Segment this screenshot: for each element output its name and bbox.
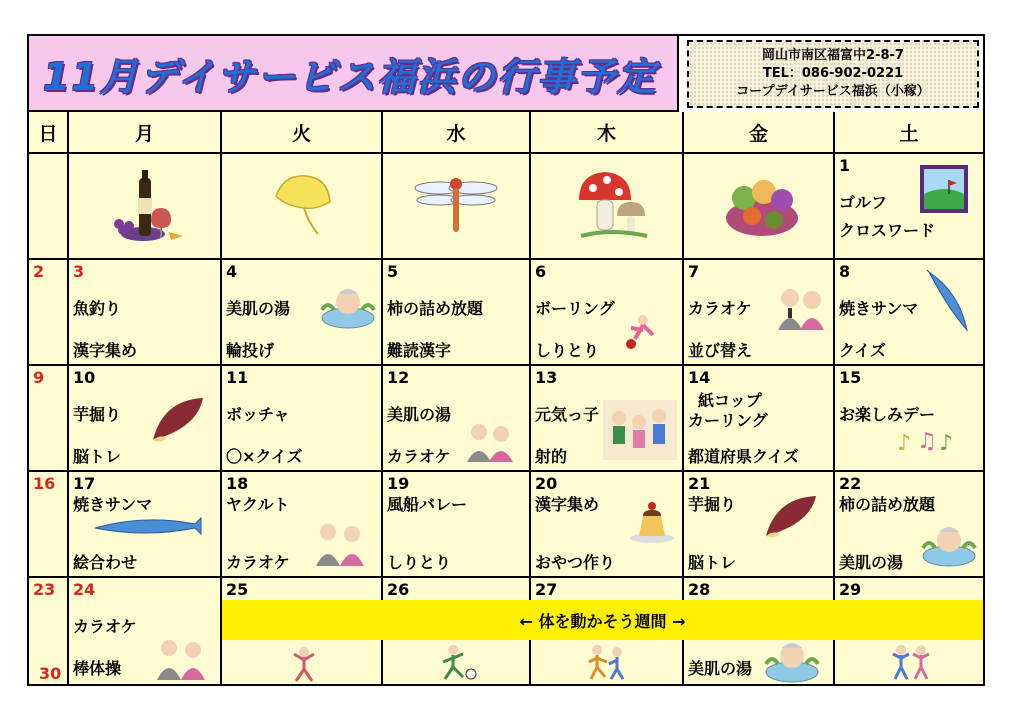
mushroom-icon	[571, 166, 651, 246]
week-row-3	[29, 366, 983, 472]
event-label: カラオケ	[387, 447, 451, 466]
weekday-sat: 土	[835, 112, 983, 152]
sweet-potato-icon	[760, 494, 820, 542]
day-number: 1	[839, 156, 851, 175]
address-line: 岡山市南区福富中2-8-7	[762, 48, 904, 63]
event-label: 美肌の湯	[387, 405, 452, 424]
event-label: 射的	[535, 447, 568, 466]
day-cell	[222, 366, 383, 470]
day-number: 7	[688, 262, 700, 281]
week-row-2	[29, 260, 983, 366]
day-cell	[684, 366, 835, 470]
event-label: カラオケ	[226, 553, 290, 572]
event-label: カラオケ	[73, 617, 137, 636]
event-label: 焼きサンマ	[839, 299, 919, 318]
day-cell	[29, 472, 69, 576]
day-number: 6	[535, 262, 547, 281]
day-number: 4	[226, 262, 238, 281]
week-row-1	[29, 154, 983, 260]
day-cell	[222, 154, 383, 258]
event-label: 美肌の湯	[226, 299, 291, 318]
event-label: 絵合わせ	[73, 553, 138, 572]
day-cell	[684, 472, 835, 576]
hot-spring-icon	[764, 634, 820, 684]
event-label: クロスワード	[839, 221, 936, 240]
event-label: 美肌の湯	[839, 553, 904, 572]
event-label: 難読漢字	[387, 341, 452, 360]
karaoke-icon	[312, 518, 368, 566]
svg-text:♪: ♪	[939, 431, 954, 456]
day-number: 19	[387, 474, 410, 493]
saury-fish-icon	[93, 516, 203, 540]
address-box	[687, 40, 979, 108]
day-number: 16	[33, 474, 56, 493]
page-title: 11月デイサービス福浜の行事予定	[43, 54, 658, 99]
weekday-wed: 水	[383, 112, 531, 152]
hot-spring-icon	[320, 280, 376, 330]
weekday-sun: 日	[29, 112, 69, 152]
event-label: 紙コップ	[698, 391, 762, 410]
event-label: しりとり	[535, 341, 600, 360]
event-label: ゴルフ	[839, 193, 888, 212]
day-number: 12	[387, 368, 410, 387]
week-row-5	[29, 578, 983, 684]
day-number: 5	[387, 262, 399, 281]
day-number: 28	[688, 580, 711, 599]
day-number: 3	[73, 262, 85, 281]
day-number: 2	[33, 262, 45, 281]
day-number: 18	[226, 474, 249, 493]
day-cell	[835, 154, 983, 258]
day-cell	[383, 260, 531, 364]
week-row-4	[29, 472, 983, 578]
facility-name: コープデイサービス福浜（小稼）	[736, 84, 930, 99]
saury-fish-icon	[923, 268, 973, 334]
wine-icon	[109, 168, 189, 246]
event-label: 柿の詰め放題	[839, 495, 936, 514]
day-number: 9	[33, 368, 45, 387]
day-cell	[69, 154, 222, 258]
event-label: 〇×クイズ	[226, 447, 303, 466]
event-label: ボッチャ	[226, 405, 290, 424]
weekday-thu: 木	[531, 112, 684, 152]
day-cell	[531, 154, 684, 258]
event-label: 風船バレー	[387, 495, 468, 514]
day-cell	[531, 260, 684, 364]
phone-line: TEL：086-902-0221	[762, 66, 904, 81]
day-cell	[29, 366, 69, 470]
day-number: 8	[839, 262, 851, 281]
event-label: ヤクルト	[226, 495, 290, 514]
day-cell	[531, 472, 684, 576]
dragonfly-icon	[411, 170, 501, 236]
weekday-fri: 金	[684, 112, 835, 152]
event-label: お楽しみデー	[839, 405, 936, 424]
music-notes-icon	[895, 426, 965, 456]
golf-picture-icon	[919, 164, 969, 214]
day-number: 11	[226, 368, 249, 387]
svg-text:♫: ♫	[917, 429, 937, 454]
day-cell	[69, 578, 222, 684]
day-number: 27	[535, 580, 558, 599]
day-number: 25	[226, 580, 249, 599]
day-cell	[69, 472, 222, 576]
day-cell	[29, 154, 69, 258]
event-label: 魚釣り	[73, 299, 122, 318]
event-label: 脳トレ	[73, 447, 122, 466]
day-cell	[684, 260, 835, 364]
day-number: 30	[39, 664, 62, 683]
ginkgo-leaf-icon	[270, 172, 334, 236]
weekday-header-row	[29, 112, 983, 154]
event-label: 芋掘り	[73, 405, 122, 424]
kids-icon	[603, 400, 677, 460]
event-label: 芋掘り	[688, 495, 737, 514]
day-cell	[835, 260, 983, 364]
event-label: 元気っ子	[535, 405, 600, 424]
event-label: ボーリング	[535, 299, 615, 318]
event-label: 棒体操	[73, 659, 122, 678]
day-number: 10	[73, 368, 96, 387]
event-label: 輪投げ	[226, 341, 275, 360]
exercise-person-icon	[889, 644, 933, 680]
day-number: 24	[73, 580, 96, 599]
day-number: 15	[839, 368, 862, 387]
event-label: 漢字集め	[73, 341, 138, 360]
day-cell	[835, 472, 983, 576]
day-number: 23	[33, 580, 56, 599]
day-cell	[222, 260, 383, 364]
day-number: 21	[688, 474, 711, 493]
event-label: 漢字集め	[535, 495, 600, 514]
event-label: おやつ作り	[535, 553, 616, 572]
event-label: 並び替え	[688, 341, 753, 360]
event-label: 柿の詰め放題	[387, 299, 484, 318]
event-label: 美肌の湯	[688, 659, 753, 678]
exercise-week-banner: ← 体を動かそう週間 →	[222, 600, 983, 640]
calendar-grid	[29, 112, 983, 684]
hot-spring-icon	[921, 518, 977, 568]
day-number: 20	[535, 474, 558, 493]
exercise-person-icon	[439, 644, 479, 682]
day-cell	[684, 154, 835, 258]
fruit-basket-icon	[722, 168, 802, 244]
calendar-frame	[27, 34, 985, 686]
title-banner	[29, 36, 679, 112]
event-label: カラオケ	[688, 299, 752, 318]
weekday-tue: 火	[222, 112, 383, 152]
event-label: カーリング	[688, 411, 768, 430]
day-number: 13	[535, 368, 558, 387]
day-number: 17	[73, 474, 96, 493]
karaoke-icon	[463, 418, 517, 462]
day-cell	[29, 260, 69, 364]
event-label: 都道府県クイズ	[688, 447, 800, 466]
day-cell	[835, 366, 983, 470]
day-cell	[222, 472, 383, 576]
day-cell	[531, 366, 684, 470]
weekday-mon: 月	[69, 112, 222, 152]
day-cell	[69, 260, 222, 364]
day-number: 22	[839, 474, 862, 493]
day-number: 26	[387, 580, 410, 599]
day-cell	[69, 366, 222, 470]
event-label: 脳トレ	[688, 553, 737, 572]
day-number: 29	[839, 580, 862, 599]
event-label: クイズ	[839, 341, 887, 360]
exercise-person-icon	[585, 644, 629, 680]
karaoke-icon	[153, 634, 209, 680]
event-label: しりとり	[387, 553, 452, 572]
day-cell	[383, 472, 531, 576]
day-cell	[29, 578, 69, 684]
exercise-person-icon	[286, 646, 322, 682]
day-number: 14	[688, 368, 711, 387]
svg-text:♪: ♪	[897, 431, 912, 456]
bowling-icon	[623, 312, 667, 352]
day-cell	[383, 154, 531, 258]
event-label: 焼きサンマ	[73, 495, 153, 514]
pudding-icon	[627, 500, 677, 544]
sweet-potato-icon	[147, 394, 207, 448]
karaoke-icon	[770, 282, 830, 332]
day-cell	[383, 366, 531, 470]
